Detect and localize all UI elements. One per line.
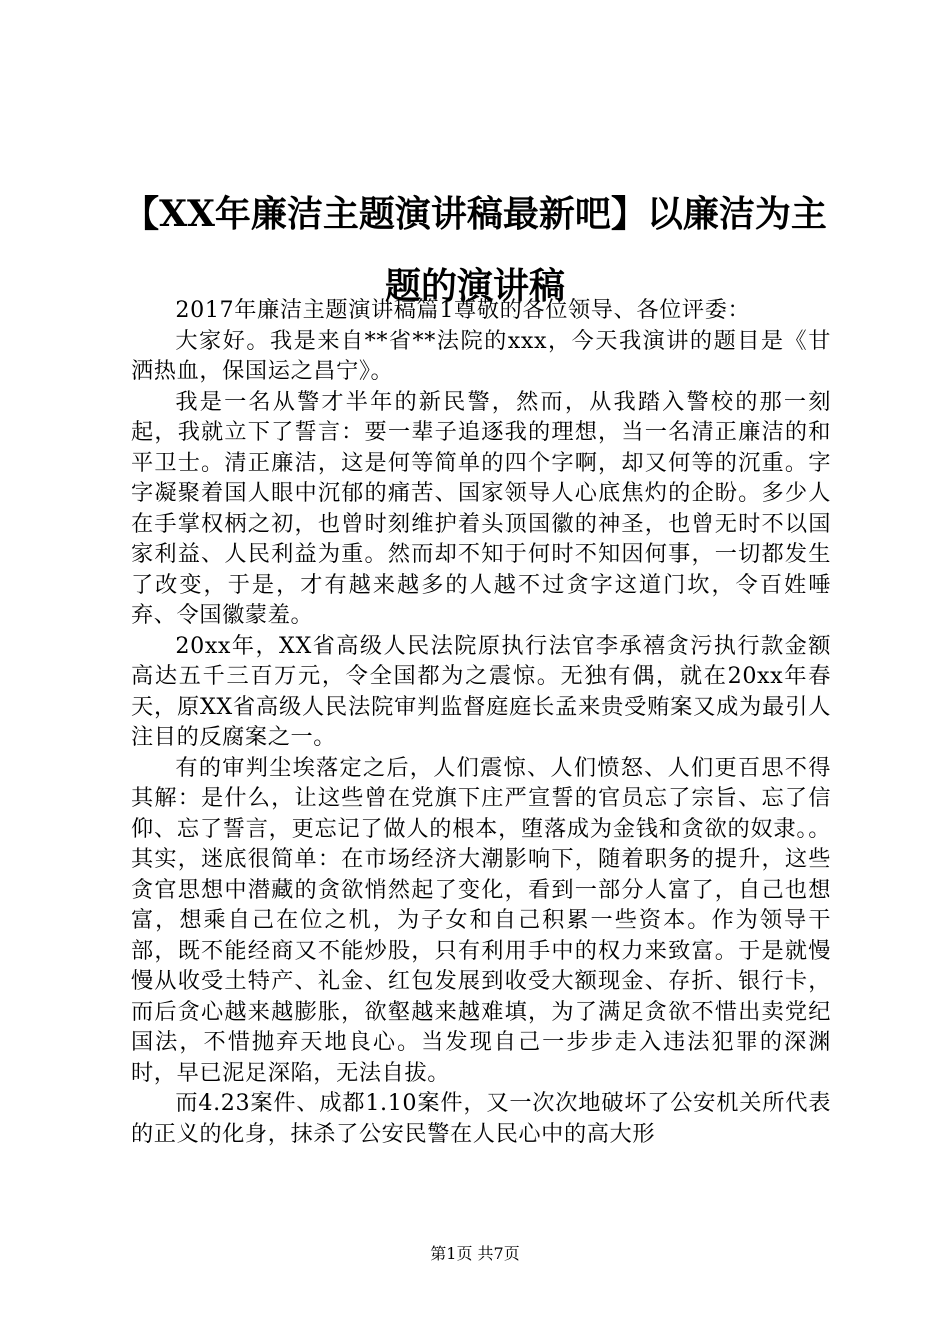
paragraph-2: 大家好。我是来自**省**法院的xxx，今天我演讲的题目是《甘洒热血，保国运之昌宁》。 xyxy=(131,327,831,384)
paragraph-3: 我是一名从警才半年的新民警，然而，从我踏入警校的那一刻起，我就立下了誓言：要一辈子追逐我的理想，当一名清正廉洁的和平卫士。清正廉洁，这是何等简单的四个字啊，却又何等的沉重。字字凝聚着国人眼中沉郁的痛苦、国家领导人心底焦灼的企盼。多少人在手掌权柄之初，也曾时刻维护着头顶国徽的神圣，也曾无时不以国家利益、人民利益为重。然而却不知于何时不知因何事，一切都发生了改变，于是，才有越来越多的人越不过贪字这道门坎，令百姓唾弃、令国徽蒙羞。 xyxy=(131,388,831,628)
paragraph-6: 而4.23案件、成都1.10案件，又一次次地破坏了公安机关所代表的正义的化身，抹杀了公安民警在人民心中的高大形 xyxy=(131,1090,831,1147)
paragraph-4: 20xx年，XX省高级人民法院原执行法官李承禧贪污执行款金额高达五千三百万元，令全国都为之震惊。无独有偶，就在20xx年春天，原XX省高级人民法院审判监督庭庭长孟来贵受贿案又成为最引人注目的反腐案之一。 xyxy=(131,632,831,750)
paragraph-1: 2017年廉洁主题演讲稿篇1尊敬的各位领导、各位评委： xyxy=(175,297,751,323)
document-title: 【XX年廉洁主题演讲稿最新吧】以廉洁为主题的演讲稿 xyxy=(123,193,827,307)
document-body xyxy=(131,295,831,1149)
page-footer: 第1页 共7页 xyxy=(430,1244,520,1263)
paragraph-5: 有的审判尘埃落定之后，人们震惊、人们愤怒、人们更百思不得其解：是什么，让这些曾在党旗下庄严宣誓的官员忘了宗旨、忘了信仰、忘了誓言，更忘记了做人的根本，堕落成为金钱和贪欲的奴隶。。其实，迷底很简单：在市场经济大潮影响下，随着职务的提升，这些贪官思想中潜藏的贪欲悄然起了变化，看到一部分人富了，自己也想富，想乘自己在位之机，为子女和自己积累一些资本。作为领导干部，既不能经商又不能炒股，只有利用手中的权力来致富。于是就慢慢从收受土特产、礼金、红包发展到收受大额现金、存折、银行卡，而后贪心越来越膨胀，欲壑越来越难填，为了满足贪欲不惜出卖党纪国法，不惜抛弃天地良心。当发现自己一步步走入违法犯罪的深渊时，早已泥足深陷，无法自拔。 xyxy=(131,754,831,1086)
